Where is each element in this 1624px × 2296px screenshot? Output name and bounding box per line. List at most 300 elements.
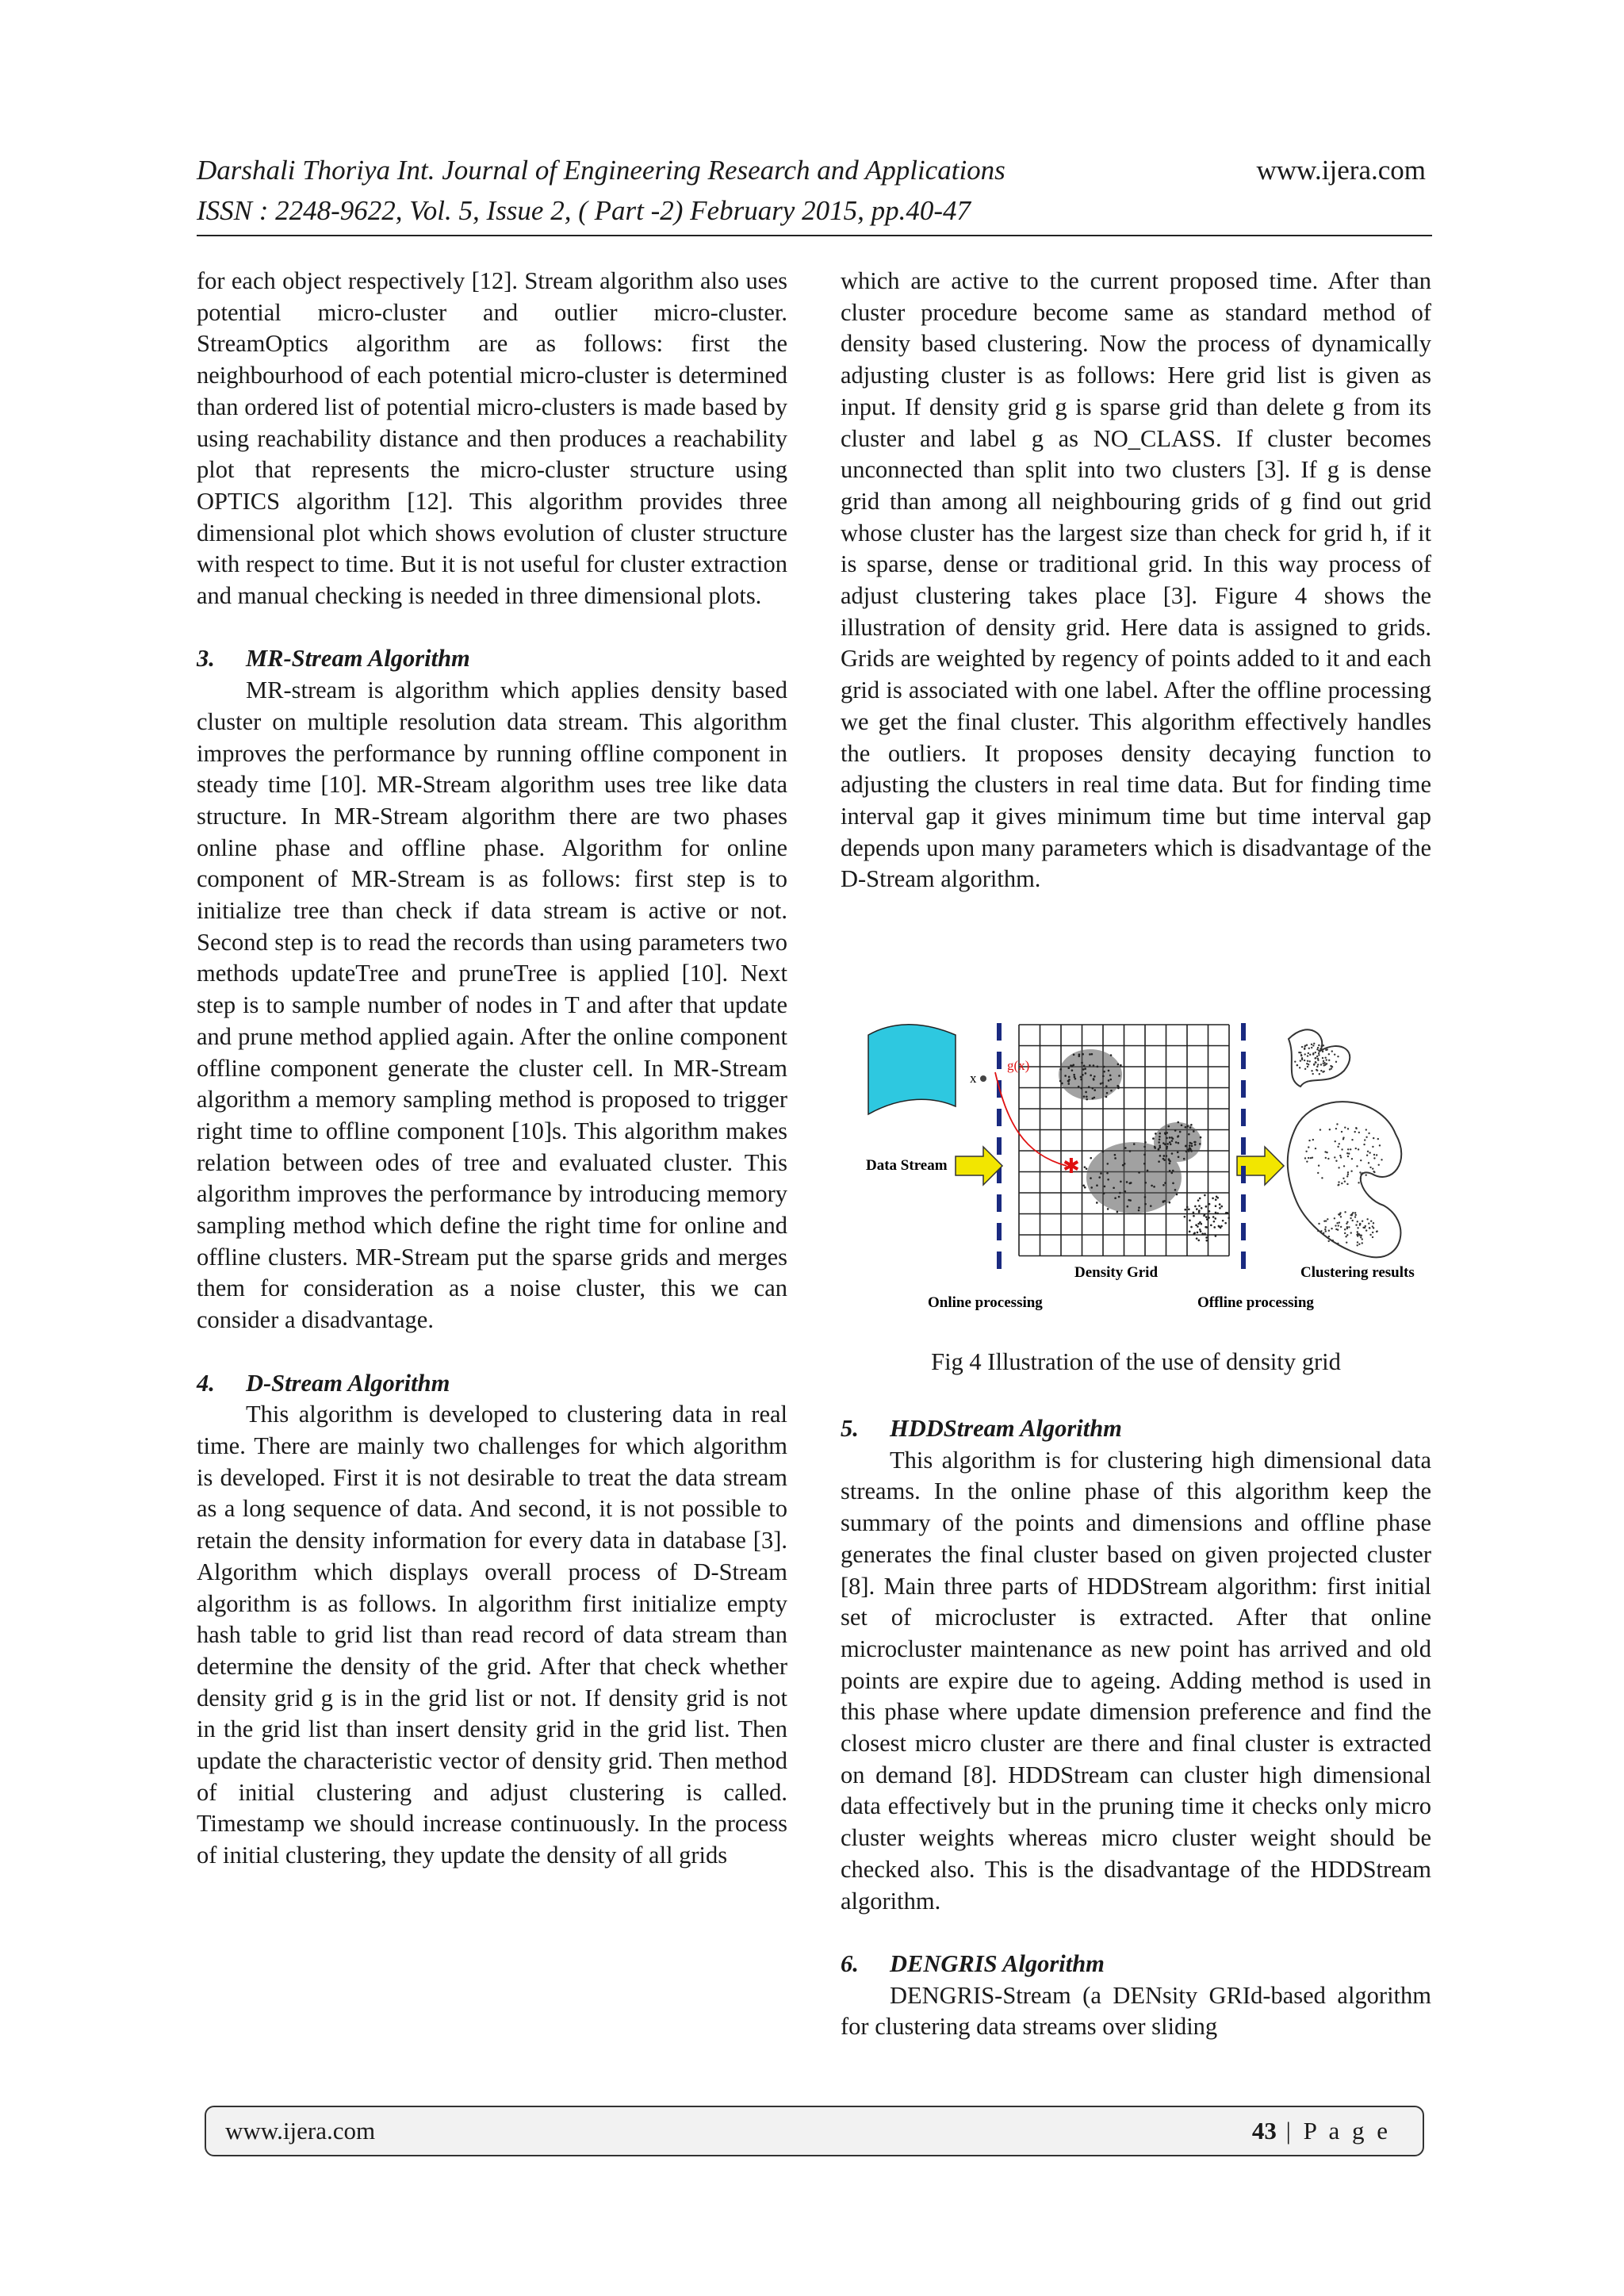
- grid-point: [1175, 1141, 1178, 1144]
- cluster-point: [1346, 1234, 1348, 1236]
- grid-point: [1152, 1137, 1155, 1140]
- cluster-point: [1376, 1154, 1377, 1156]
- cluster-point: [1373, 1227, 1374, 1228]
- grid-point: [1172, 1182, 1174, 1185]
- grid-point: [1185, 1126, 1187, 1129]
- grid-point: [1107, 1163, 1109, 1165]
- grid-point: [1113, 1186, 1115, 1189]
- cluster-point: [1364, 1139, 1365, 1140]
- cluster-point: [1334, 1217, 1335, 1219]
- grid-point: [1189, 1231, 1191, 1233]
- cluster-point: [1309, 1060, 1311, 1062]
- grid-point: [1190, 1149, 1193, 1152]
- cluster-point: [1350, 1214, 1351, 1216]
- grid-point: [1164, 1132, 1166, 1134]
- cluster-point: [1344, 1126, 1346, 1128]
- grid-point: [1178, 1156, 1180, 1158]
- grid-point: [1103, 1071, 1105, 1073]
- grid-point: [1103, 1066, 1105, 1068]
- cluster-point: [1347, 1156, 1349, 1157]
- cluster-point: [1363, 1144, 1365, 1145]
- grid-point: [1186, 1206, 1189, 1209]
- cluster-point: [1326, 1059, 1327, 1060]
- cluster-point: [1318, 1054, 1320, 1056]
- cluster-point: [1315, 1052, 1316, 1053]
- cluster-point: [1340, 1226, 1342, 1228]
- cluster-point: [1360, 1236, 1362, 1238]
- grid-point: [1172, 1170, 1174, 1172]
- cluster-point: [1368, 1222, 1369, 1224]
- grid-point: [1085, 1091, 1087, 1094]
- grid-point: [1194, 1144, 1197, 1146]
- grid-point: [1126, 1181, 1128, 1183]
- cluster-point: [1301, 1046, 1303, 1048]
- grid-point: [1144, 1196, 1147, 1198]
- cluster-point: [1350, 1217, 1351, 1219]
- cluster-point: [1357, 1227, 1358, 1228]
- grid-point: [1159, 1133, 1161, 1135]
- grid-point: [1169, 1170, 1171, 1172]
- cluster-point: [1365, 1129, 1367, 1130]
- grid-point: [1178, 1142, 1180, 1144]
- grid-point: [1094, 1075, 1096, 1078]
- grid-point: [1212, 1198, 1214, 1200]
- section-heading-mr-stream: [197, 643, 787, 675]
- grid-point: [1226, 1212, 1228, 1214]
- cluster-point: [1306, 1160, 1308, 1162]
- grid-point: [1124, 1190, 1127, 1193]
- cluster-point: [1350, 1171, 1352, 1172]
- grid-point: [1071, 1069, 1074, 1071]
- section-title: D-Stream Algorithm: [246, 1369, 450, 1397]
- cluster-point: [1362, 1220, 1363, 1221]
- cluster-point: [1355, 1224, 1357, 1225]
- cluster-point: [1324, 1228, 1326, 1230]
- cluster-point: [1337, 1056, 1339, 1057]
- grid-point: [1082, 1185, 1085, 1187]
- cluster-point: [1357, 1244, 1358, 1246]
- cluster-point: [1372, 1236, 1373, 1238]
- cluster-point: [1314, 1057, 1316, 1059]
- cluster-point: [1326, 1063, 1327, 1064]
- paragraph-d-stream-continued: which are active to the current proposed time. After than cluster procedure become same as standard method of density based clustering. Now the process of dynamically adjusting cluster is as follows: Here grid list is given as input. If density grid g is sparse grid than delete g from its cluster and label g as NO_CLASS. If cluster becomes unconnected than split into two clusters [3]. If g is dense grid than among all neighbouring grids of g find out grid whose cluster has the largest size than check for grid h, if it is sparse, dense or traditional grid. In this way process of adjust clustering takes place [3]. Figure 4 shows the illustration of density grid. Here data is assigned to grids. Grids are weighted by regency of points added to it and each grid is associated with one label. After the offline processing we get the final cluster. This algorithm effectively handles the outliers. It proposes density decaying function to adjusting the clusters in real time data. But for finding time interval gap it gives minimum time but time interval gap depends upon many parameters which is disadvantage of the D-Stream algorithm.: [841, 267, 1431, 893]
- cluster-point: [1313, 1064, 1315, 1065]
- grid-point: [1127, 1205, 1129, 1208]
- grid-point: [1200, 1137, 1202, 1139]
- grid-point: [1177, 1152, 1179, 1154]
- cluster-point: [1365, 1174, 1366, 1175]
- grid-point: [1092, 1087, 1094, 1090]
- grid-point: [1219, 1203, 1221, 1205]
- right-column: [841, 266, 1431, 895]
- cluster-point: [1331, 1228, 1332, 1229]
- cluster-point: [1372, 1167, 1373, 1169]
- grid-point: [1212, 1216, 1215, 1218]
- cluster-point: [1344, 1181, 1346, 1182]
- grid-point: [1059, 1068, 1062, 1071]
- cluster-point: [1308, 1064, 1309, 1065]
- grid-point: [1082, 1068, 1085, 1071]
- grid-point: [1208, 1210, 1211, 1213]
- cluster-point: [1308, 1048, 1310, 1049]
- section-title: HDDStream Algorithm: [890, 1415, 1122, 1442]
- grid-point: [1195, 1224, 1197, 1226]
- cluster-point: [1312, 1045, 1314, 1046]
- grid-point: [1083, 1064, 1086, 1067]
- grid-point: [1208, 1217, 1210, 1219]
- cluster-point: [1381, 1159, 1382, 1160]
- figure-caption: Fig 4 Illustration of the use of density grid: [931, 1348, 1341, 1375]
- cluster-point: [1323, 1064, 1325, 1066]
- grid-point: [1178, 1135, 1180, 1137]
- grid-point: [1171, 1140, 1174, 1142]
- journal-title: Darshali Thoriya Int. Journal of Engineering Research and Applications: [197, 155, 1005, 186]
- grid-point: [1114, 1197, 1116, 1199]
- grid-point: [1086, 1095, 1088, 1098]
- cluster-point: [1320, 1045, 1322, 1047]
- grid-point: [1205, 1236, 1208, 1239]
- cluster-point: [1323, 1232, 1324, 1234]
- cluster-point: [1325, 1230, 1327, 1232]
- page-label: | P a g e: [1276, 2117, 1391, 2145]
- cluster-point: [1300, 1052, 1301, 1053]
- grid-point: [1059, 1080, 1062, 1083]
- grid-point: [1151, 1185, 1153, 1187]
- grid-point: [1104, 1186, 1106, 1188]
- cluster-point: [1358, 1244, 1360, 1245]
- grid-point: [1105, 1096, 1108, 1098]
- footer-url[interactable]: www.ijera.com: [225, 2117, 376, 2145]
- grid-point: [1228, 1217, 1230, 1219]
- cluster-point: [1318, 1050, 1320, 1052]
- cluster-point: [1357, 1231, 1358, 1232]
- cluster-point: [1344, 1232, 1346, 1234]
- cluster-point: [1369, 1227, 1370, 1228]
- cluster-point: [1304, 1053, 1305, 1055]
- grid-point: [1155, 1133, 1157, 1135]
- grid-point: [1185, 1151, 1188, 1153]
- grid-point: [1196, 1208, 1198, 1210]
- grid-point: [1186, 1125, 1189, 1128]
- grid-point: [1086, 1098, 1088, 1101]
- cluster-point: [1331, 1050, 1333, 1052]
- cluster-point: [1318, 1052, 1320, 1054]
- grid-point: [1176, 1194, 1178, 1196]
- paragraph-streamoptics: for each object respectively [12]. Stream algorithm also uses potential micro-cluster and outlier micro-cluster. StreamOptics algorithm are as follows: first the neighbourhood of each potential micro-cluster is determined than ordered list of potential micro-clusters is made based by using reachability distance and then produces a reachability plot that represents the micro-cluster structure using OPTICS algorithm [12]. This algorithm provides three dimensional plot which shows evolution of cluster structure with respect to time. But it is not useful for cluster extraction and manual checking is needed in three dimensional plots.: [197, 267, 787, 610]
- cluster-point: [1312, 1073, 1313, 1075]
- grid-point: [1188, 1209, 1190, 1211]
- cluster-point: [1335, 1140, 1336, 1142]
- section-heading-dengris: [841, 1949, 1431, 1980]
- grid-point: [1073, 1053, 1075, 1056]
- grid-point: [1207, 1234, 1209, 1236]
- cluster-point: [1323, 1221, 1325, 1222]
- grid-point: [1120, 1181, 1122, 1183]
- cluster-point: [1329, 1129, 1331, 1130]
- grid-point: [1189, 1144, 1191, 1147]
- cluster-point: [1377, 1138, 1379, 1140]
- cluster-point: [1370, 1220, 1372, 1221]
- grid-point: [1119, 1192, 1121, 1194]
- section-number: 5.: [841, 1415, 859, 1442]
- cluster-point: [1365, 1229, 1367, 1231]
- grid-point: [1117, 1064, 1120, 1066]
- cluster-point: [1308, 1146, 1309, 1148]
- grid-point: [1080, 1079, 1082, 1081]
- grid-point: [1093, 1078, 1095, 1080]
- cluster-point: [1322, 1051, 1323, 1052]
- cluster-point: [1320, 1048, 1321, 1049]
- grid-point: [1224, 1222, 1227, 1225]
- cluster-point: [1362, 1227, 1364, 1228]
- cluster-point: [1304, 1048, 1305, 1049]
- grid-point: [1213, 1226, 1216, 1228]
- cluster-point: [1308, 1052, 1309, 1054]
- grid-point: [1153, 1186, 1155, 1188]
- cluster-point: [1341, 1148, 1342, 1150]
- cluster-point: [1308, 1157, 1309, 1159]
- grid-point: [1174, 1129, 1177, 1132]
- grid-point: [1109, 1079, 1112, 1081]
- grid-point: [1067, 1067, 1070, 1069]
- data-stream-banner: [868, 1025, 956, 1114]
- cluster-point: [1368, 1162, 1369, 1163]
- grid-point: [1199, 1228, 1201, 1231]
- cluster-point: [1297, 1064, 1298, 1066]
- grid-point: [1124, 1163, 1126, 1165]
- cluster-point: [1320, 1129, 1321, 1130]
- grid-point: [1086, 1167, 1088, 1170]
- left-column: [197, 266, 787, 1872]
- grid-point: [1193, 1212, 1195, 1214]
- cluster-point: [1322, 1048, 1323, 1050]
- cluster-point: [1307, 1066, 1308, 1068]
- grid-point: [1183, 1158, 1185, 1160]
- cluster-point: [1346, 1175, 1348, 1177]
- grid-point: [1138, 1171, 1140, 1174]
- grid-point: [1083, 1095, 1086, 1098]
- grid-point: [1205, 1205, 1208, 1208]
- grid-point: [1080, 1076, 1082, 1079]
- cluster-point: [1321, 1177, 1323, 1179]
- cluster-point: [1307, 1060, 1308, 1062]
- cluster-point: [1318, 1223, 1320, 1225]
- grid-point: [1166, 1143, 1169, 1145]
- grid-point: [1090, 1177, 1092, 1179]
- grid-point: [1154, 1146, 1156, 1148]
- grid-point: [1201, 1232, 1204, 1235]
- paragraph-hddstream: This algorithm is for clustering high dimensional data streams. In the online phase of this algorithm keep the summary of the points and dimensions and offline phase generates the final cluster based on given projected cluster [8]. Main three parts of HDDStream algorithm: first initial set of microcluster is extracted. After that online microcluster maintenance as new point has arrived and old points are expire due to ageing. Adding method is used in this phase where update dimension preference and find the closest micro cluster are there and final cluster is extracted on demand [8]. HDDStream can cluster high dimensional data effectively but in the pruning time it checks only micro cluster weights whereas micro cluster weight should be checked also. This is the disadvantage of the HDDStream algorithm.: [841, 1446, 1431, 1915]
- grid-point: [1120, 1064, 1122, 1067]
- cluster-point: [1366, 1155, 1368, 1156]
- cluster-point: [1335, 1061, 1337, 1063]
- cluster-point: [1299, 1067, 1300, 1068]
- grid-point: [1215, 1235, 1217, 1237]
- cluster-point: [1355, 1214, 1357, 1216]
- grid-point: [1108, 1079, 1110, 1082]
- grid-point: [1184, 1216, 1186, 1218]
- grid-point: [1169, 1141, 1171, 1144]
- cluster-point: [1355, 1128, 1357, 1129]
- cluster-point: [1373, 1222, 1374, 1224]
- cluster-point: [1373, 1154, 1375, 1156]
- cluster-point: [1316, 1056, 1318, 1057]
- cluster-point: [1361, 1235, 1362, 1236]
- cluster-point: [1331, 1066, 1333, 1068]
- cluster-point: [1317, 1230, 1319, 1232]
- cluster-point: [1337, 1184, 1339, 1186]
- grid-point: [1124, 1147, 1127, 1149]
- cluster-point: [1304, 1045, 1305, 1047]
- cluster-result-small: [1289, 1029, 1350, 1087]
- cluster-point: [1337, 1146, 1339, 1148]
- cluster-point: [1335, 1225, 1336, 1226]
- cluster-point: [1346, 1241, 1347, 1243]
- cluster-point: [1338, 1167, 1339, 1168]
- section-number: 6.: [841, 1949, 859, 1977]
- grid-point: [1164, 1144, 1166, 1146]
- cluster-point: [1336, 1222, 1338, 1224]
- grid-point: [1206, 1218, 1208, 1221]
- cluster-point: [1360, 1159, 1362, 1161]
- grid-point: [1093, 1064, 1095, 1067]
- grid-point: [1070, 1064, 1072, 1067]
- cluster-point: [1316, 1048, 1318, 1050]
- grid-point: [1167, 1125, 1170, 1128]
- cluster-point: [1342, 1138, 1344, 1140]
- grid-point: [1201, 1207, 1203, 1209]
- cluster-point: [1340, 1216, 1342, 1217]
- grid-point: [1100, 1083, 1102, 1085]
- cluster-point: [1339, 1155, 1341, 1156]
- grid-point: [1197, 1223, 1200, 1225]
- cluster-point: [1317, 1060, 1319, 1061]
- grid-point: [1143, 1163, 1146, 1165]
- grid-point: [1144, 1182, 1147, 1184]
- cluster-point: [1369, 1234, 1371, 1236]
- grid-point: [1166, 1132, 1168, 1134]
- grid-point: [1162, 1200, 1165, 1202]
- grid-point: [1199, 1198, 1201, 1200]
- grid-point: [1204, 1194, 1206, 1197]
- cluster-point: [1328, 1230, 1330, 1232]
- grid-point: [1216, 1197, 1219, 1199]
- header-url[interactable]: www.ijera.com: [1256, 155, 1426, 186]
- cluster-point: [1300, 1060, 1301, 1061]
- x-label: x: [970, 1071, 977, 1086]
- grid-point: [1144, 1203, 1147, 1205]
- grid-point: [1189, 1220, 1191, 1222]
- cluster-point: [1360, 1173, 1362, 1175]
- cluster-point: [1312, 1052, 1314, 1054]
- grid-point: [1208, 1203, 1211, 1205]
- grid-point: [1204, 1232, 1206, 1235]
- cluster-point: [1362, 1242, 1363, 1244]
- cluster-point: [1347, 1171, 1349, 1173]
- paragraph-mr-stream: MR-stream is algorithm which applies density based cluster on multiple resolution data stream. This algorithm improves the performance by running offline component in steady time [10]. MR-Stream algorithm uses tree like data structure. In MR-Stream algorithm there are two phases online phase and offline phase. Algorithm for online component of MR-Stream is as follows: first step is to initialize tree than check if data stream is active or not. Second step is to read the records than using parameters two methods updateTree and pruneTree is applied [10]. Next step is to sample number of nodes in T and after that update and prune method applied again. After the online component offline component generate the cluster cell. In MR-Stream algorithm a memory sampling method is proposed to trigger right time to offline component [10]s. This algorithm makes relation between odes of tree and evaluated cluster. This algorithm improves the performance by introducing memory sampling method which define the right time for online and offline clusters. MR-Stream put the sparse grids and merges them for consideration as a noise cluster, this we can consider a disadvantage.: [197, 677, 787, 1334]
- cluster-point: [1338, 1181, 1339, 1182]
- grid-point: [1122, 1164, 1124, 1167]
- grid-point: [1200, 1223, 1202, 1225]
- section-number: 3.: [197, 645, 215, 673]
- cluster-point: [1344, 1211, 1346, 1213]
- grid-point: [1118, 1075, 1120, 1077]
- grid-point: [1174, 1189, 1177, 1191]
- grid-point: [1096, 1184, 1098, 1186]
- cluster-point: [1354, 1216, 1356, 1217]
- cluster-point: [1320, 1064, 1322, 1065]
- cluster-point: [1323, 1063, 1324, 1064]
- grid-point: [1067, 1083, 1070, 1085]
- grid-point: [1213, 1221, 1216, 1223]
- grid-point: [1166, 1155, 1168, 1157]
- cluster-point: [1351, 1220, 1353, 1221]
- cluster-point: [1347, 1148, 1349, 1150]
- grid-point: [1169, 1160, 1171, 1163]
- grid-point: [1084, 1186, 1086, 1189]
- density-grid-figure: [864, 1015, 1419, 1320]
- section-heading-d-stream: [197, 1368, 787, 1400]
- cluster-point: [1312, 1139, 1314, 1140]
- grid-point: [1094, 1089, 1096, 1091]
- grid-point: [1166, 1137, 1168, 1140]
- cluster-point: [1301, 1059, 1303, 1060]
- cluster-point: [1338, 1213, 1339, 1215]
- cluster-point: [1335, 1160, 1337, 1162]
- grid-point: [1128, 1182, 1131, 1185]
- grid-point: [1215, 1198, 1217, 1201]
- cluster-point: [1369, 1167, 1371, 1168]
- cluster-point: [1315, 1061, 1316, 1063]
- cluster-point: [1327, 1240, 1329, 1242]
- grid-point: [1090, 1075, 1092, 1077]
- grid-point: [1105, 1085, 1108, 1087]
- cluster-point: [1339, 1212, 1341, 1213]
- grid-point: [1181, 1124, 1183, 1126]
- cluster-point: [1365, 1225, 1366, 1227]
- cluster-point: [1339, 1221, 1340, 1223]
- cluster-point: [1341, 1182, 1342, 1184]
- grid-point: [1197, 1199, 1200, 1202]
- cluster-point: [1355, 1148, 1357, 1149]
- cluster-point: [1320, 1070, 1322, 1071]
- grid-point: [1074, 1076, 1076, 1079]
- cluster-point: [1360, 1178, 1362, 1179]
- cluster-point: [1358, 1182, 1359, 1183]
- grid-point: [1196, 1237, 1198, 1240]
- cluster-point: [1316, 1070, 1318, 1071]
- grid-point: [1150, 1205, 1152, 1207]
- grid-point: [1168, 1158, 1170, 1160]
- red-star-marker: ✱: [1063, 1155, 1080, 1178]
- grid-point: [1162, 1158, 1165, 1160]
- grid-point: [1102, 1075, 1105, 1078]
- grid-point: [1114, 1154, 1116, 1156]
- grid-point: [1190, 1226, 1193, 1228]
- cluster-point: [1334, 1156, 1335, 1158]
- cluster-point: [1346, 1183, 1348, 1185]
- grid-point: [1089, 1053, 1091, 1056]
- mapping-curve: [995, 1072, 1067, 1166]
- grid-point: [1064, 1075, 1067, 1077]
- grid-point: [1068, 1076, 1071, 1079]
- grid-point: [1172, 1137, 1174, 1140]
- cluster-point: [1354, 1212, 1356, 1213]
- grid-point: [1193, 1232, 1196, 1235]
- grid-point: [1184, 1209, 1186, 1211]
- cluster-point: [1316, 1066, 1318, 1068]
- cluster-point: [1327, 1218, 1328, 1220]
